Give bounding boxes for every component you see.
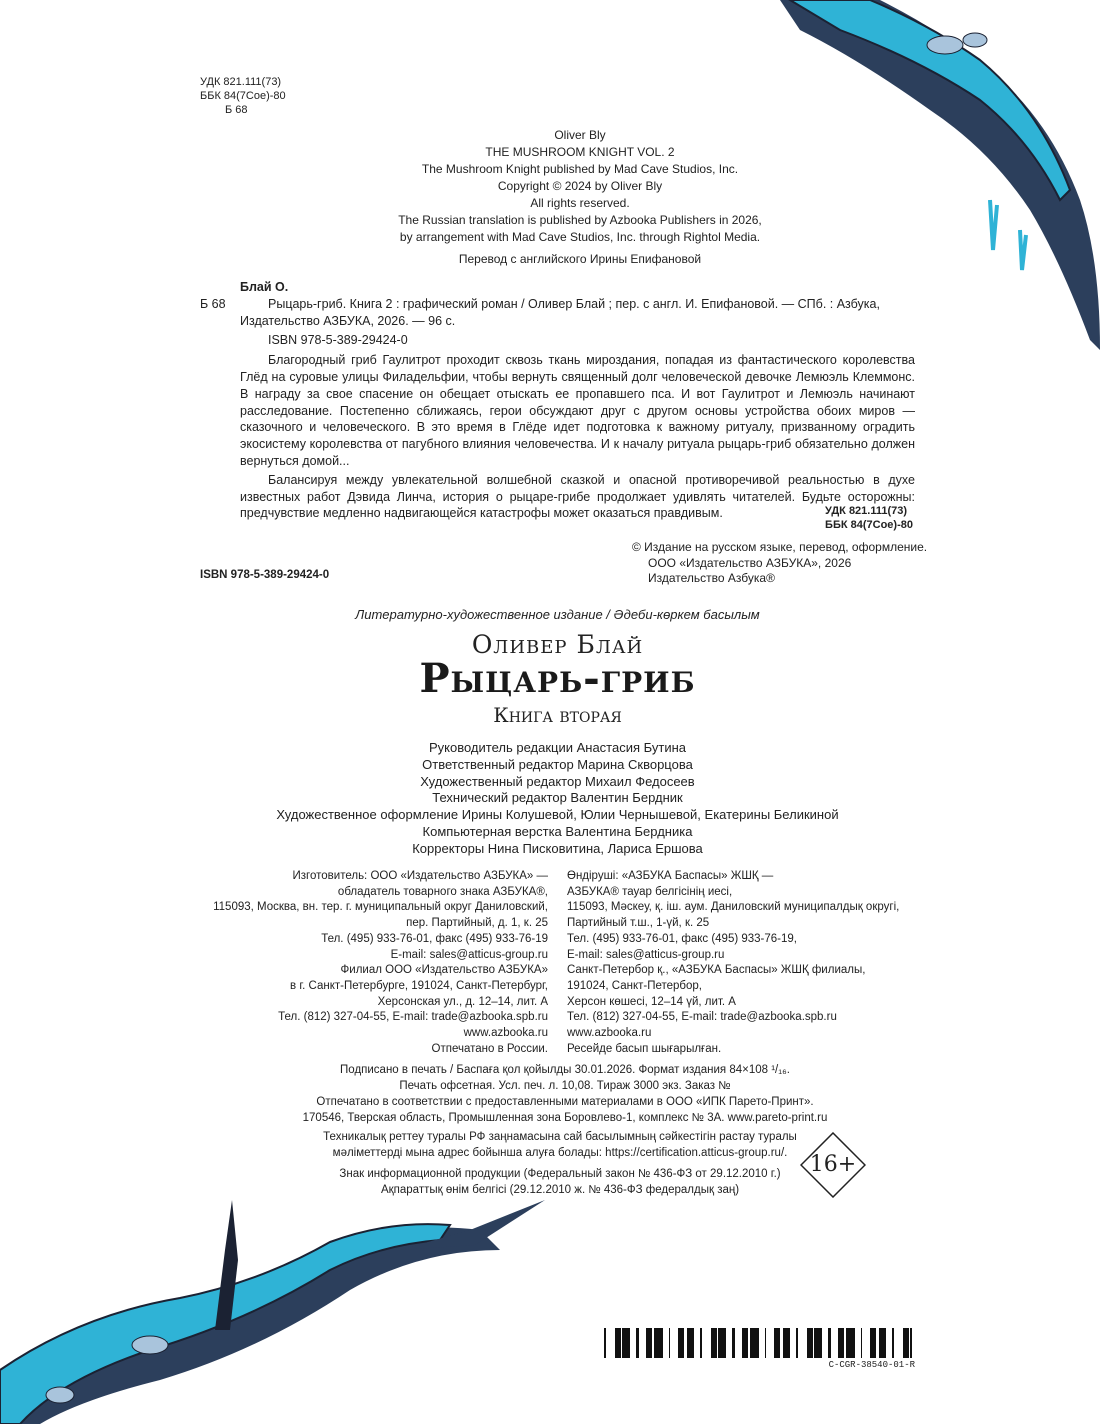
mfr-line: E-mail: sales@atticus-group.ru <box>390 948 548 961</box>
credit-line: by arrangement with Mad Cave Studios, Inc. through Rightol Media. <box>399 230 761 244</box>
barcode-bar <box>636 1328 639 1358</box>
print-info <box>200 1062 930 1126</box>
genre-label: Литературно-художественное издание / Әдеби-көркем басылым <box>355 607 760 622</box>
barcode-bar <box>651 1328 652 1358</box>
mfr-line: пер. Партийный, д. 1, к. 25 <box>406 917 548 930</box>
barcode-bar <box>850 1328 852 1358</box>
barcode-bar <box>681 1328 682 1358</box>
barcode-bar <box>720 1328 723 1358</box>
catalog-entry <box>200 279 915 522</box>
mfr-line: Партийный т.ш., 1-үй, к. 25 <box>567 917 710 930</box>
age-rating: 16+ <box>809 1152 857 1177</box>
mfr-line: Изготовитель: ООО «Издательство АЗБУКА» — <box>292 870 548 882</box>
mfr-line: Филиал ООО «Издательство АЗБУКА» <box>340 964 548 977</box>
barcode-bar <box>885 1328 886 1358</box>
mfr-line: Санкт-Петербор қ., «АЗБУКА Баспасы» ЖШҚ филиалы, <box>567 964 866 977</box>
barcode-bar <box>874 1328 876 1358</box>
mfr-line: Тел. (495) 933-76-01, факс (495) 933-76-19 <box>321 932 548 945</box>
barcode-bar <box>624 1328 627 1358</box>
barcode-bar <box>724 1328 726 1358</box>
mfr-line: Отпечатано в России. <box>431 1042 548 1055</box>
original-credits <box>300 127 860 268</box>
mfr-line: Тел. (812) 327-04-55, E-mail: trade@azbooka.spb.ru <box>278 1011 548 1024</box>
barcode-bar <box>903 1328 904 1358</box>
barcode-bar <box>774 1328 777 1358</box>
barcode-bar <box>904 1328 906 1358</box>
barcode-bar <box>658 1328 660 1358</box>
barcode-bar <box>880 1328 882 1358</box>
entry-biblio: Рыцарь-гриб. Книга 2 : графический роман / Оливер Блай ; пер. с англ. И. Епифановой. — СПб. : Азбука, Издательство АЗБУКА, 2026. — 96 с. <box>240 296 880 328</box>
tech-line: Ақпараттық өнім белгісі (29.12.2010 ж. № 436-ФЗ федералдық заң) <box>380 1184 740 1196</box>
credit-line: All rights reserved. <box>530 196 630 210</box>
barcode <box>600 1328 915 1358</box>
author-mark: Б 68 <box>225 104 248 116</box>
barcode-bar <box>840 1328 843 1358</box>
staff-line: Компьютерная верстка Валентина Бердника <box>422 823 693 839</box>
bbk-code: ББК 84(7Сое)-80 <box>200 90 286 102</box>
copyright-line: ООО «Издательство АЗБУКА», 2026 <box>648 555 852 570</box>
credit-line: Oliver Bly <box>554 128 606 142</box>
udk-right <box>825 504 913 532</box>
barcode-bar <box>654 1328 657 1358</box>
barcode-bar <box>646 1328 648 1358</box>
isbn-bottom: ISBN 978-5-389-29424-0 <box>200 569 330 581</box>
print-line: 170546, Тверская область, Промышленная зона Боровлево-1, комплекс № 3А. www.pareto-print.ru <box>302 1112 828 1124</box>
mfr-line: Өндіруші: «АЗБУКА Баспасы» ЖШҚ — <box>567 870 774 882</box>
barcode-bar <box>657 1328 658 1358</box>
barcode-bar <box>750 1328 753 1358</box>
entry-isbn: ISBN 978-5-389-29424-0 <box>268 333 408 348</box>
entry-code: Б 68 <box>200 296 226 311</box>
mfr-line: Ресейде басып шығарылған. <box>567 1042 722 1055</box>
barcode-bar <box>843 1328 844 1358</box>
copyright-notice <box>632 540 927 587</box>
barcode-bar <box>910 1328 912 1358</box>
barcode-bar <box>756 1328 759 1358</box>
barcode-bar <box>810 1328 813 1358</box>
barcode-bar <box>687 1328 688 1358</box>
barcode-bar <box>819 1328 820 1358</box>
copyright-line: Издательство Азбука® <box>648 571 775 585</box>
barcode-bar <box>882 1328 885 1358</box>
credit-line: The Russian translation is published by Azbooka Publishers in 2026, <box>398 213 762 227</box>
barcode-bar <box>744 1328 747 1358</box>
barcode-bar <box>616 1328 618 1358</box>
editorial-staff <box>200 740 915 858</box>
barcode-bar <box>700 1328 702 1358</box>
barcode-bar <box>618 1328 621 1358</box>
barcode-bar <box>678 1328 681 1358</box>
barcode-bar <box>765 1328 766 1358</box>
barcode-bar <box>690 1328 693 1358</box>
print-line: Печать офсетная. Усл. печ. л. 10,08. Тираж 3000 экз. Заказ № <box>399 1080 731 1092</box>
staff-line: Художественное оформление Ирины Колушевой, Юлии Чернышевой, Екатерины Беликиной <box>276 807 839 823</box>
barcode-bar <box>753 1328 754 1358</box>
barcode-bar <box>660 1328 663 1358</box>
tech-line: Знак информационной продукции (Федеральный закон № 436-ФЗ от 29.12.2010 г.) <box>339 1168 781 1180</box>
barcode-bar <box>718 1328 720 1358</box>
print-line: Отпечатано в соответствии с предоставленными материалами в ООО «ИПК Парето-Принт». <box>316 1096 814 1108</box>
udk-block <box>200 75 286 117</box>
barcode-bar <box>789 1328 790 1358</box>
barcode-bar <box>846 1328 849 1358</box>
staff-line: Корректоры Нина Писковитина, Лариса Ершова <box>412 840 703 856</box>
barcode-bar <box>784 1328 786 1358</box>
mfr-line: обладатель товарного знака АЗБУКА®, <box>337 885 548 898</box>
mfr-line: www.azbooka.ru <box>567 1027 652 1040</box>
barcode-label: C-CGR-38540-01-R <box>828 1360 915 1370</box>
barcode-bar <box>873 1328 874 1358</box>
barcode-bar <box>906 1328 909 1358</box>
staff-line: Руководитель редакции Анастасия Бутина <box>428 740 687 755</box>
barcode-bar <box>712 1328 714 1358</box>
mfr-line: 115093, Мәскеу, қ. іш. аум. Даниловский муниципалдық округі, <box>567 901 900 914</box>
translator-line: Перевод с английского Ирины Епифановой <box>458 252 702 266</box>
bbk-code: ББК 84(7Сое)-80 <box>825 519 913 531</box>
barcode-bar <box>892 1328 894 1358</box>
manufacturer-kz <box>567 869 927 1057</box>
barcode-bar <box>786 1328 789 1358</box>
barcode-bar <box>622 1328 624 1358</box>
barcode-bar <box>778 1328 780 1358</box>
book-title: Рыцарь-гриб <box>419 655 696 702</box>
tech-regulation-info <box>300 1129 820 1198</box>
barcode-bar <box>849 1328 850 1358</box>
mfr-line: Херсон көшесі, 12–14 үй, лит. А <box>567 995 736 1008</box>
mfr-line: в г. Санкт-Петербурге, 191024, Санкт-Петербург, <box>290 979 548 992</box>
barcode-bar <box>604 1328 606 1358</box>
barcode-bar <box>783 1328 784 1358</box>
barcode-bar <box>669 1328 670 1358</box>
mfr-line: 191024, Санкт-Петербор, <box>567 979 702 992</box>
manufacturer-ru <box>200 869 548 1057</box>
barcode-bar <box>807 1328 808 1358</box>
print-line: Подписано в печать / Баспаға қол қойылды 30.01.2026. Формат издания 84×108 ¹/₁₆. <box>340 1064 790 1076</box>
staff-line: Ответственный редактор Марина Скворцова <box>422 756 693 772</box>
mfr-line: E-mail: sales@atticus-group.ru <box>567 948 725 961</box>
barcode-bar <box>861 1328 862 1358</box>
barcode-bar <box>852 1328 855 1358</box>
barcode-bar <box>820 1328 822 1358</box>
mfr-line: Херсонская ул., д. 12–14, лит. А <box>377 995 548 1008</box>
annotation: Благородный гриб Гаулитрот проходит сквозь ткань мироздания, попадая из фантастического королевства Глёд на суровые улицы Филадельфии, чтобы вернуть священный долг человеческой девочке Лемюэль Клеммонс. В награду за свое спасение он обещает отыскать ее пропавшего пса. И вот Гаулитрот и Лемюэль начинают расследование. Постепенно сближаясь, герои обсуждают друг с другом основы устройства обоих миров — сказочного и человеческого. В это время в Глёде идет подготовка к важному ритуалу, призванному оградить экосистему королевства от пагубного влияния человечества. И к началу ритуала рыцарь-гриб обязательно должен вернуться домой... <box>240 353 915 468</box>
barcode-bar <box>628 1328 630 1358</box>
barcode-bar <box>714 1328 717 1358</box>
author-name: Оливер Блай <box>471 630 644 659</box>
udk-code: УДК 821.111(73) <box>825 505 908 517</box>
mfr-line: www.azbooka.ru <box>463 1027 548 1040</box>
credit-line: The Mushroom Knight published by Mad Cave Studios, Inc. <box>421 162 739 176</box>
barcode-bar <box>693 1328 694 1358</box>
mushroom-branch-illustration-bottom <box>0 1190 560 1424</box>
credit-line: THE MUSHROOM KNIGHT VOL. 2 <box>485 145 675 159</box>
barcode-bar <box>688 1328 690 1358</box>
tech-line: Техникалық реттеу туралы РФ заңнамасына сай басылымның сәйкестігін растау туралы <box>323 1131 797 1143</box>
book-subtitle: Книга вторая <box>493 703 622 727</box>
barcode-bar <box>711 1328 712 1358</box>
barcode-bar <box>808 1328 810 1358</box>
staff-line: Художественный редактор Михаил Федосеев <box>420 773 695 789</box>
mfr-line: Тел. (495) 933-76-01, факс (495) 933-76-19, <box>567 932 797 945</box>
age-rating-badge <box>800 1132 866 1198</box>
barcode-bar <box>870 1328 873 1358</box>
barcode-bar <box>615 1328 616 1358</box>
annotation: Балансируя между увлекательной волшебной сказкой и опасной противоречивой реальностью в духе известных работ Дэвида Линча, история о рыцаре-грибе продолжает удивлять читателей. Будьте осторожны: предчувствие медленно надвигающейся катастрофы может оказаться правдивым. <box>240 472 915 521</box>
barcode-bar <box>648 1328 651 1358</box>
tech-line: мәліметтерді мына адрес бойынша алуға болады: https://certification.atticus-group.ru/. <box>332 1147 788 1159</box>
mfr-line: АЗБУКА® тауар белгісінің иесі, <box>567 885 733 898</box>
barcode-bar <box>682 1328 684 1358</box>
mfr-line: 115093, Москва, вн. тер. г. муниципальный округ Даниловский, <box>213 901 548 914</box>
barcode-bar <box>796 1328 798 1358</box>
barcode-bar <box>816 1328 819 1358</box>
entry-author: Блай О. <box>240 280 289 294</box>
barcode-bar <box>838 1328 840 1358</box>
udk-code: УДК 821.111(73) <box>200 76 282 88</box>
credit-line: Copyright © 2024 by Oliver Bly <box>497 179 663 193</box>
copyright-line: © Издание на русском языке, перевод, оформление. <box>632 540 928 554</box>
barcode-bar <box>723 1328 724 1358</box>
barcode-bar <box>777 1328 778 1358</box>
barcode-bar <box>814 1328 816 1358</box>
barcode-bar <box>879 1328 880 1358</box>
barcode-bar <box>732 1328 735 1358</box>
barcode-bar <box>747 1328 748 1358</box>
barcode-bar <box>828 1328 831 1358</box>
barcode-bar <box>742 1328 744 1358</box>
barcode-bar <box>754 1328 756 1358</box>
mfr-line: Тел. (812) 327-04-55, E-mail: trade@azbooka.spb.ru <box>567 1011 837 1024</box>
barcode-bar <box>627 1328 628 1358</box>
staff-line: Технический редактор Валентин Бердник <box>432 790 683 806</box>
